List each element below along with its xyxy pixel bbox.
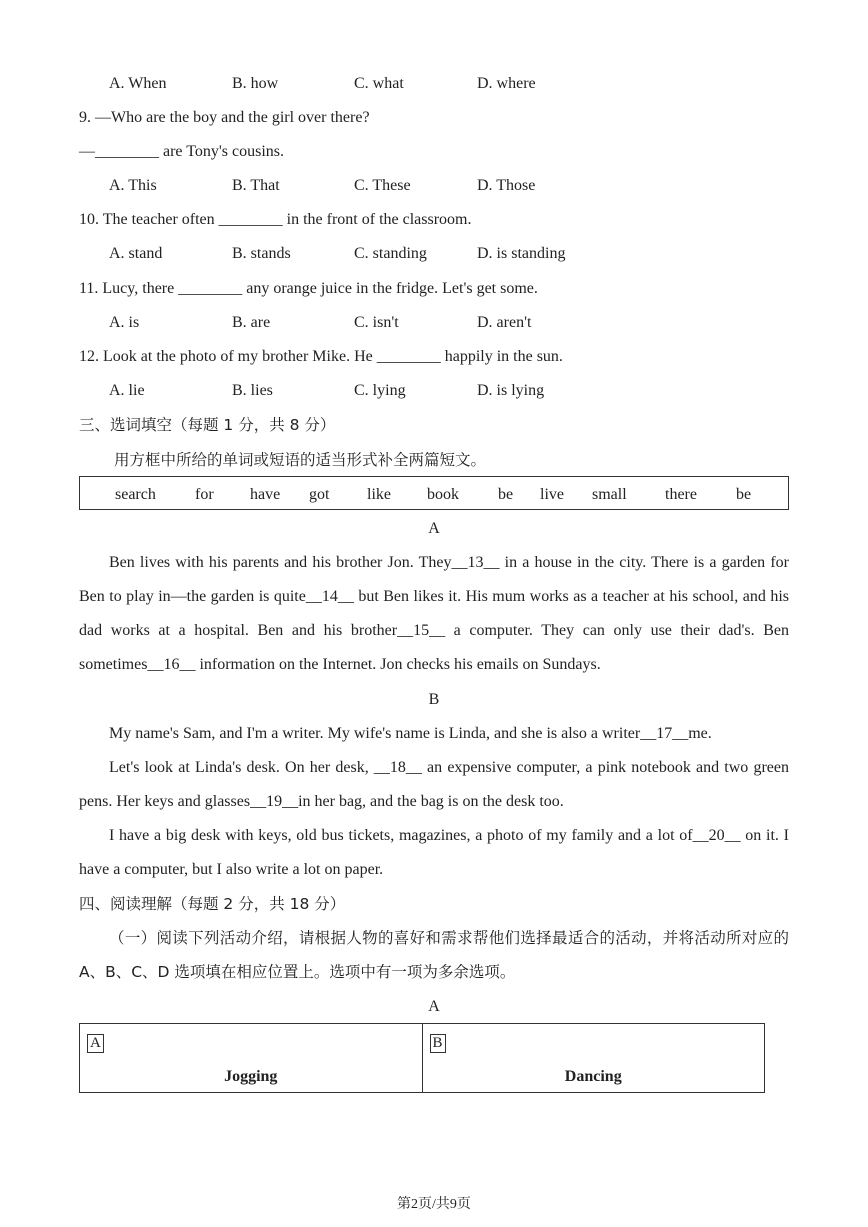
q9-option-b: B. That <box>232 177 280 194</box>
section3-heading: 三、选词填空（每题 1 分，共 8 分） <box>79 416 336 434</box>
q8-option-a: A. When <box>109 75 167 92</box>
q12-stem: 12. Look at the photo of my brother Mike. He ________ happily in the sun. <box>79 348 563 365</box>
q12-option-d: D. is lying <box>477 382 545 399</box>
q9-option-d: D. Those <box>477 177 536 194</box>
activity-title-b: Dancing <box>564 1068 622 1085</box>
passage-a-label: A <box>428 520 440 537</box>
activity-tag-b: B <box>430 1034 446 1053</box>
activity-title-a: Jogging <box>224 1068 278 1085</box>
word-bank-item: live <box>540 486 564 503</box>
q8-option-b: B. how <box>232 75 279 92</box>
q11-stem: 11. Lucy, there ________ any orange juice in the fridge. Let's get some. <box>79 280 538 297</box>
activity-tag-a: A <box>87 1034 104 1053</box>
word-bank-item: small <box>592 486 627 503</box>
activity-card-b <box>422 1024 765 1092</box>
passage-a <box>79 546 789 682</box>
word-bank-item: like <box>367 486 391 503</box>
activity-card-a <box>80 1024 422 1092</box>
reading-part-label: A <box>428 998 440 1015</box>
q8-option-c: C. what <box>354 75 404 92</box>
q8-option-d: D. where <box>477 75 536 92</box>
word-bank-item: got <box>309 486 330 503</box>
q11-option-c: C. isn't <box>354 314 399 331</box>
passage-a-paragraph: Ben lives with his parents and his brother Jon. They__13__ in a house in the city. There is a garden for Ben to play in—the garden is quite__14__ but Ben likes it. His mum works as a teacher at his school, and his dad works at a hospital. Ben and his brother__15__ a computer. They can only use their dad's. Ben sometimes__16__ information on the Internet. Jon checks his emails on Sundays. <box>79 554 789 673</box>
q9-option-a: A. This <box>109 177 157 194</box>
word-bank-item: have <box>250 486 281 503</box>
passage-b-label: B <box>428 691 440 708</box>
q9-answer-line: —________ are Tony's cousins. <box>79 143 285 160</box>
word-bank-item: search <box>115 486 156 503</box>
q12-option-c: C. lying <box>354 382 406 399</box>
word-bank <box>79 476 789 510</box>
word-bank-item: there <box>665 486 697 503</box>
q11-option-b: B. are <box>232 314 271 331</box>
passage-b-paragraph-1: My name's Sam, and I'm a writer. My wife's name is Linda, and she is also a writer__17__me. <box>109 725 712 742</box>
word-bank-item: book <box>427 486 459 503</box>
q11-option-a: A. is <box>109 314 140 331</box>
q10-stem: 10. The teacher often ________ in the front of the classroom. <box>79 211 472 228</box>
passage-b-paragraph-3: I have a big desk with keys, old bus tickets, magazines, a photo of my family and a lot of__20__ on it. I have a computer, but I also write a lot on paper. <box>79 827 789 878</box>
passage-b <box>79 717 789 887</box>
q12-option-b: B. lies <box>232 382 273 399</box>
q12-option-a: A. lie <box>109 382 145 399</box>
word-bank-item: be <box>736 486 752 503</box>
q9-stem: 9. —Who are the boy and the girl over there? <box>79 109 370 126</box>
activity-table <box>79 1023 765 1093</box>
q9-option-c: C. These <box>354 177 411 194</box>
q10-option-a: A. stand <box>109 245 163 262</box>
q10-option-d: D. is standing <box>477 245 566 262</box>
q10-option-b: B. stands <box>232 245 291 262</box>
section3-instruction: 用方框中所给的单词或短语的适当形式补全两篇短文。 <box>114 451 487 469</box>
q11-option-d: D. aren't <box>477 314 532 331</box>
page-footer: 第2页/共9页 <box>397 1197 471 1212</box>
q10-option-c: C. standing <box>354 245 427 262</box>
word-bank-item: for <box>195 486 214 503</box>
word-bank-item: be <box>498 486 514 503</box>
section4-heading: 四、阅读理解（每题 2 分，共 18 分） <box>79 895 346 913</box>
section4-instruction: （一）阅读下列活动介绍，请根据人物的喜好和需求帮他们选择最适合的活动，并将活动所对应的 A、B、C、D 选项填在相应位置上。选项中有一项为多余选项。 <box>79 929 789 981</box>
passage-b-paragraph-2: Let's look at Linda's desk. On her desk, __18__ an expensive computer, a pink notebook and two green pens. Her keys and glasses__19__in her bag, and the bag is on the desk too. <box>79 759 789 810</box>
